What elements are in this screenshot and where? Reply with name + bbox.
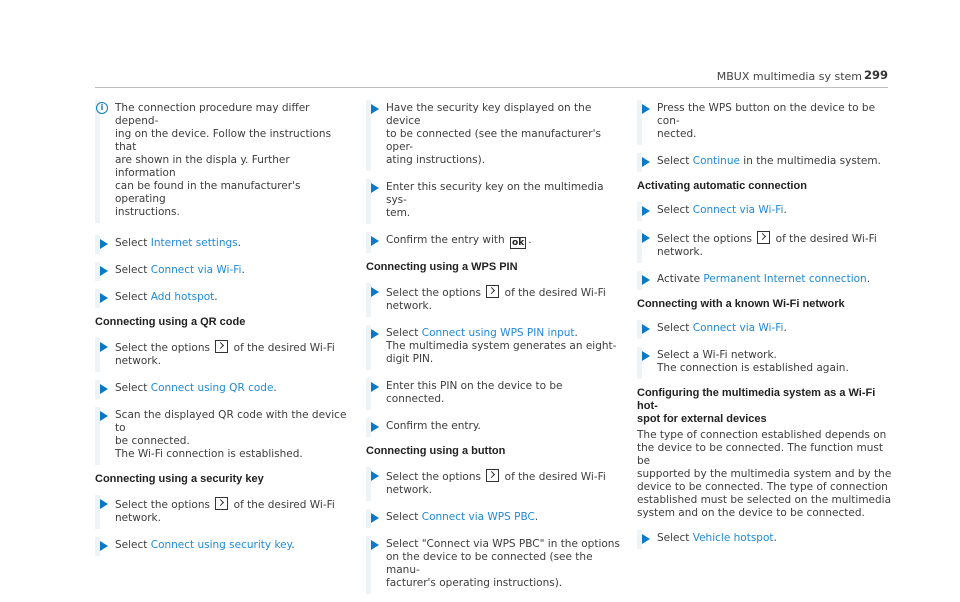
heading-button: Connecting using a button <box>366 445 506 457</box>
step-select-options <box>95 338 350 372</box>
paragraph-line: supported by the multimedia system and by the <box>637 468 892 480</box>
step-text: Select <box>657 532 693 544</box>
step-text: Select <box>657 204 693 216</box>
step-arrow-icon <box>100 541 108 551</box>
step-select-options <box>637 229 892 263</box>
step-arrow-icon <box>100 499 108 509</box>
step-text: Select <box>115 382 151 394</box>
step-arrow-icon <box>100 266 108 276</box>
step-text: Select the options <box>386 287 481 299</box>
header-divider <box>95 87 888 88</box>
step-text: Select <box>386 511 422 523</box>
step-connect-wifi <box>95 262 350 281</box>
menu-item-continue: Continue <box>692 155 740 167</box>
menu-item-permanent-internet: Permanent Internet connection <box>703 273 867 285</box>
step-text: The Wi-Fi connection is established. <box>115 448 303 460</box>
step-text: Select <box>657 155 693 167</box>
step-text: Select the options <box>386 471 481 483</box>
step-arrow-icon <box>642 104 650 114</box>
note-line: The connection procedure may differ depend- <box>115 102 310 127</box>
step-text: Select <box>115 237 151 249</box>
step-arrow-icon <box>371 287 379 297</box>
heading-wps-pin: Connecting using a WPS PIN <box>366 261 518 273</box>
menu-item-connect-via-wifi: Connect via Wi-Fi <box>150 264 242 276</box>
step-text: nected. <box>657 128 697 140</box>
step-arrow-icon <box>642 206 650 216</box>
note-line: ing on the device. Follow the instructions that <box>115 128 332 153</box>
step-select-network <box>637 347 892 379</box>
step-device-wps-pbc <box>366 536 621 594</box>
step-text: Select <box>115 264 151 276</box>
heading-automatic-connection: Activating automatic connection <box>637 180 807 192</box>
step-text: . <box>237 237 241 249</box>
hotspot-description <box>637 429 892 520</box>
step-text: network. <box>115 512 161 524</box>
step-arrow-icon <box>371 329 379 339</box>
menu-item-connect-security-key: Connect using security key <box>150 539 292 551</box>
step-display-key <box>366 100 621 171</box>
step-arrow-icon <box>371 236 379 246</box>
step-text: Select <box>115 291 151 303</box>
step-text: . <box>574 327 578 339</box>
step-arrow-icon <box>100 293 108 303</box>
step-arrow-icon <box>371 104 379 114</box>
step-text: Confirm the entry with <box>386 234 505 246</box>
step-text: Confirm the entry. <box>386 420 481 432</box>
step-text: to be connected (see the manufacturer's oper- <box>386 128 601 153</box>
step-arrow-icon <box>371 382 379 392</box>
step-text: . <box>273 382 277 394</box>
step-text: Select a Wi-Fi network. <box>657 349 777 361</box>
paragraph-line: system and on the device to be connected. <box>637 507 865 519</box>
step-arrow-icon <box>642 233 650 243</box>
page-number: 299 <box>863 68 888 82</box>
column-2 <box>366 100 621 602</box>
heading-hotspot <box>637 387 892 426</box>
step-text: network. <box>115 355 161 367</box>
step-arrow-icon <box>371 471 379 481</box>
step-select-options <box>95 495 350 529</box>
step-arrow-icon <box>100 239 108 249</box>
step-select-options <box>366 283 621 317</box>
menu-item-add-hotspot: Add hotspot <box>150 291 215 303</box>
info-icon: i <box>96 102 108 114</box>
step-arrow-icon <box>100 342 108 352</box>
step-text: Select <box>657 322 693 334</box>
step-text: of the desired Wi-Fi <box>233 342 335 354</box>
step-select-options <box>366 467 621 501</box>
step-text: Select <box>115 539 151 551</box>
paragraph-line: the device to be connected. The function must be <box>637 442 883 467</box>
heading-security-key: Connecting using a security key <box>95 473 264 485</box>
step-scan-qr <box>95 407 350 465</box>
step-text: Activate <box>657 273 704 285</box>
step-arrow-icon <box>371 183 379 193</box>
step-text: Select the options <box>115 342 210 354</box>
step-text: Enter this security key on the multimedia sys- <box>386 181 604 206</box>
step-text: tem. <box>386 207 411 219</box>
step-text: Press the WPS button on the device to be con- <box>657 102 876 127</box>
paragraph-line: device to be connected. The type of connection <box>637 481 888 493</box>
step-text: . <box>783 204 787 216</box>
heading-line: spot for external devices <box>637 413 767 425</box>
step-text: . <box>773 532 777 544</box>
step-text: Have the security key displayed on the device <box>386 102 592 127</box>
step-text: in the multimedia system. <box>739 155 881 167</box>
options-chevron-icon <box>757 231 770 244</box>
step-continue <box>637 153 892 172</box>
step-connect-security-key <box>95 537 350 556</box>
step-text: . <box>866 273 871 285</box>
step-text: ating instructions). <box>386 154 486 166</box>
menu-item-connect-wps-pbc: Connect via WPS PBC <box>421 511 535 523</box>
heading-line: Configuring the multimedia system as a Wi-Fi hot- <box>637 387 876 412</box>
step-confirm-ok <box>366 232 621 253</box>
step-enter-key <box>366 179 621 224</box>
column-3 <box>637 100 892 557</box>
step-connect-wps-pin <box>366 325 621 370</box>
step-arrow-icon <box>642 157 650 167</box>
step-permanent-connection <box>637 271 892 290</box>
step-arrow-icon <box>100 411 108 421</box>
menu-item-connect-using-qr: Connect using QR code <box>150 382 274 394</box>
step-arrow-icon <box>100 384 108 394</box>
paragraph-line: The type of connection established depends on <box>637 429 887 441</box>
column-1 <box>95 100 350 564</box>
step-arrow-icon <box>642 324 650 334</box>
step-text: network. <box>657 246 703 258</box>
step-arrow-icon <box>642 351 650 361</box>
running-header-title: MBUX multimedia sy stem <box>716 70 862 83</box>
options-chevron-icon <box>486 285 499 298</box>
step-connect-wifi <box>637 202 892 221</box>
note-line: instructions. <box>115 206 180 218</box>
step-text: be connected. <box>115 435 190 447</box>
step-text: . <box>291 539 295 551</box>
step-text: network. <box>386 484 432 496</box>
step-text: Select "Connect via WPS PBC" in the options <box>386 538 620 550</box>
step-text: Scan the displayed QR code with the device to <box>115 409 347 434</box>
step-text: Select the options <box>115 499 210 511</box>
note-line: can be found in the manufacturer's operating <box>115 180 301 205</box>
heading-known-network: Connecting with a known Wi-Fi network <box>637 298 845 310</box>
step-text: facturer's operating instructions). <box>386 577 563 589</box>
step-text: . <box>214 291 218 303</box>
options-chevron-icon <box>215 340 228 353</box>
ok-key-icon: ok <box>512 238 525 248</box>
step-press-wps <box>637 100 892 145</box>
step-text: . <box>528 234 532 246</box>
step-arrow-icon <box>642 275 650 285</box>
step-arrow-icon <box>371 513 379 523</box>
menu-item-internet-settings: Internet settings <box>150 237 238 249</box>
step-internet-settings <box>95 235 350 254</box>
menu-item-connect-via-wifi: Connect via Wi-Fi <box>692 322 784 334</box>
step-arrow-icon <box>371 422 379 432</box>
step-text: digit PIN. <box>386 353 434 365</box>
step-text: . <box>241 264 245 276</box>
menu-item-connect-via-wifi: Connect via Wi-Fi <box>692 204 784 216</box>
step-text: network. <box>386 300 432 312</box>
step-text: of the desired Wi-Fi <box>504 471 606 483</box>
step-text: The connection is established again. <box>657 362 849 374</box>
step-text: . <box>534 511 539 523</box>
heading-qr-code: Connecting using a QR code <box>95 316 246 328</box>
step-text: Enter this PIN on the device to be connected. <box>386 380 563 405</box>
step-text: . <box>783 322 787 334</box>
step-add-hotspot <box>95 289 350 308</box>
step-text: of the desired Wi-Fi <box>504 287 606 299</box>
step-connect-qr <box>95 380 350 399</box>
options-chevron-icon <box>215 497 228 510</box>
step-text: Select <box>386 327 422 339</box>
step-arrow-icon <box>371 540 379 550</box>
info-note <box>95 100 350 223</box>
step-enter-pin <box>366 378 621 410</box>
step-text: of the desired Wi-Fi <box>775 233 877 245</box>
note-line: are shown in the displa y. Further information <box>115 154 290 179</box>
options-chevron-icon <box>486 469 499 482</box>
step-confirm-entry <box>366 418 621 437</box>
step-text: on the device to be connected (see the manu- <box>386 551 593 576</box>
paragraph-line: established must be selected on the multimedia <box>637 494 892 506</box>
step-connect-wps-pbc <box>366 509 621 528</box>
step-connect-wifi <box>637 320 892 339</box>
menu-item-connect-wps-pin: Connect using WPS PIN input <box>421 327 575 339</box>
menu-item-vehicle-hotspot: Vehicle hotspot <box>692 532 774 544</box>
step-arrow-icon <box>642 534 650 544</box>
step-text: Select the options <box>657 233 752 245</box>
step-text: of the desired Wi-Fi <box>233 499 335 511</box>
step-text: The multimedia system generates an eight- <box>386 340 617 352</box>
